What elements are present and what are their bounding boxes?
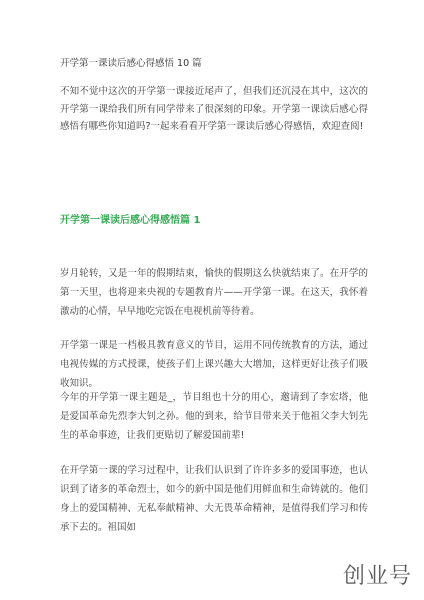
section-heading: 开学第一课读后感心得感悟篇 1 bbox=[60, 215, 201, 226]
watermark-logo: 创业号 bbox=[342, 564, 412, 589]
body-paragraph-1: 岁月轮转，又是一年的假期结束，愉快的假期这么快就结束了。在开学的第一天里，也将迎来央视的专题教育片——开学第一课。在这天，我怀着激动的心情，早早地吃完饭在电视机前等待着。 bbox=[60, 268, 368, 317]
body-paragraph-3: 今年的开学第一课主题是_，节目组也十分的用心，邀请到了李宏塔，他是爱国革命先烈李大钊之孙。他的到来，给节目带来关于他祖父李大钊先生的革命事迹，让我们更贴切了解爱国前辈! bbox=[60, 392, 368, 441]
body-paragraph-4: 在开学第一课的学习过程中，让我们认识到了许许多多的爱国事迹，也认识到了诸多的革命烈士，如今的新中国是他们用鲜血和生命铸就的。他们身上的爱国精神、无私奉献精神、大无畏革命精神，是值得我们学习和传承下去的。祖国如 bbox=[60, 465, 368, 533]
document-title: 开学第一课读后感心得感悟 10 篇 bbox=[60, 58, 202, 69]
intro-paragraph: 不知不觉中这次的开学第一课接近尾声了，但我们还沉浸在其中，这次的开学第一课给我们所有同学带来了很深刻的印象。开学第一课读后感心得感悟有哪些你知道吗?一起来看看开学第一课读后感心得感悟，欢迎查阅! bbox=[60, 86, 368, 132]
body-paragraph-2: 开学第一课是一档极具教育意义的节目，运用不同传统教育的方法，通过电视传媒的方式授课，使孩子们上课兴趣大大增加，这样更好让孩子们吸收知识。 bbox=[60, 340, 368, 389]
